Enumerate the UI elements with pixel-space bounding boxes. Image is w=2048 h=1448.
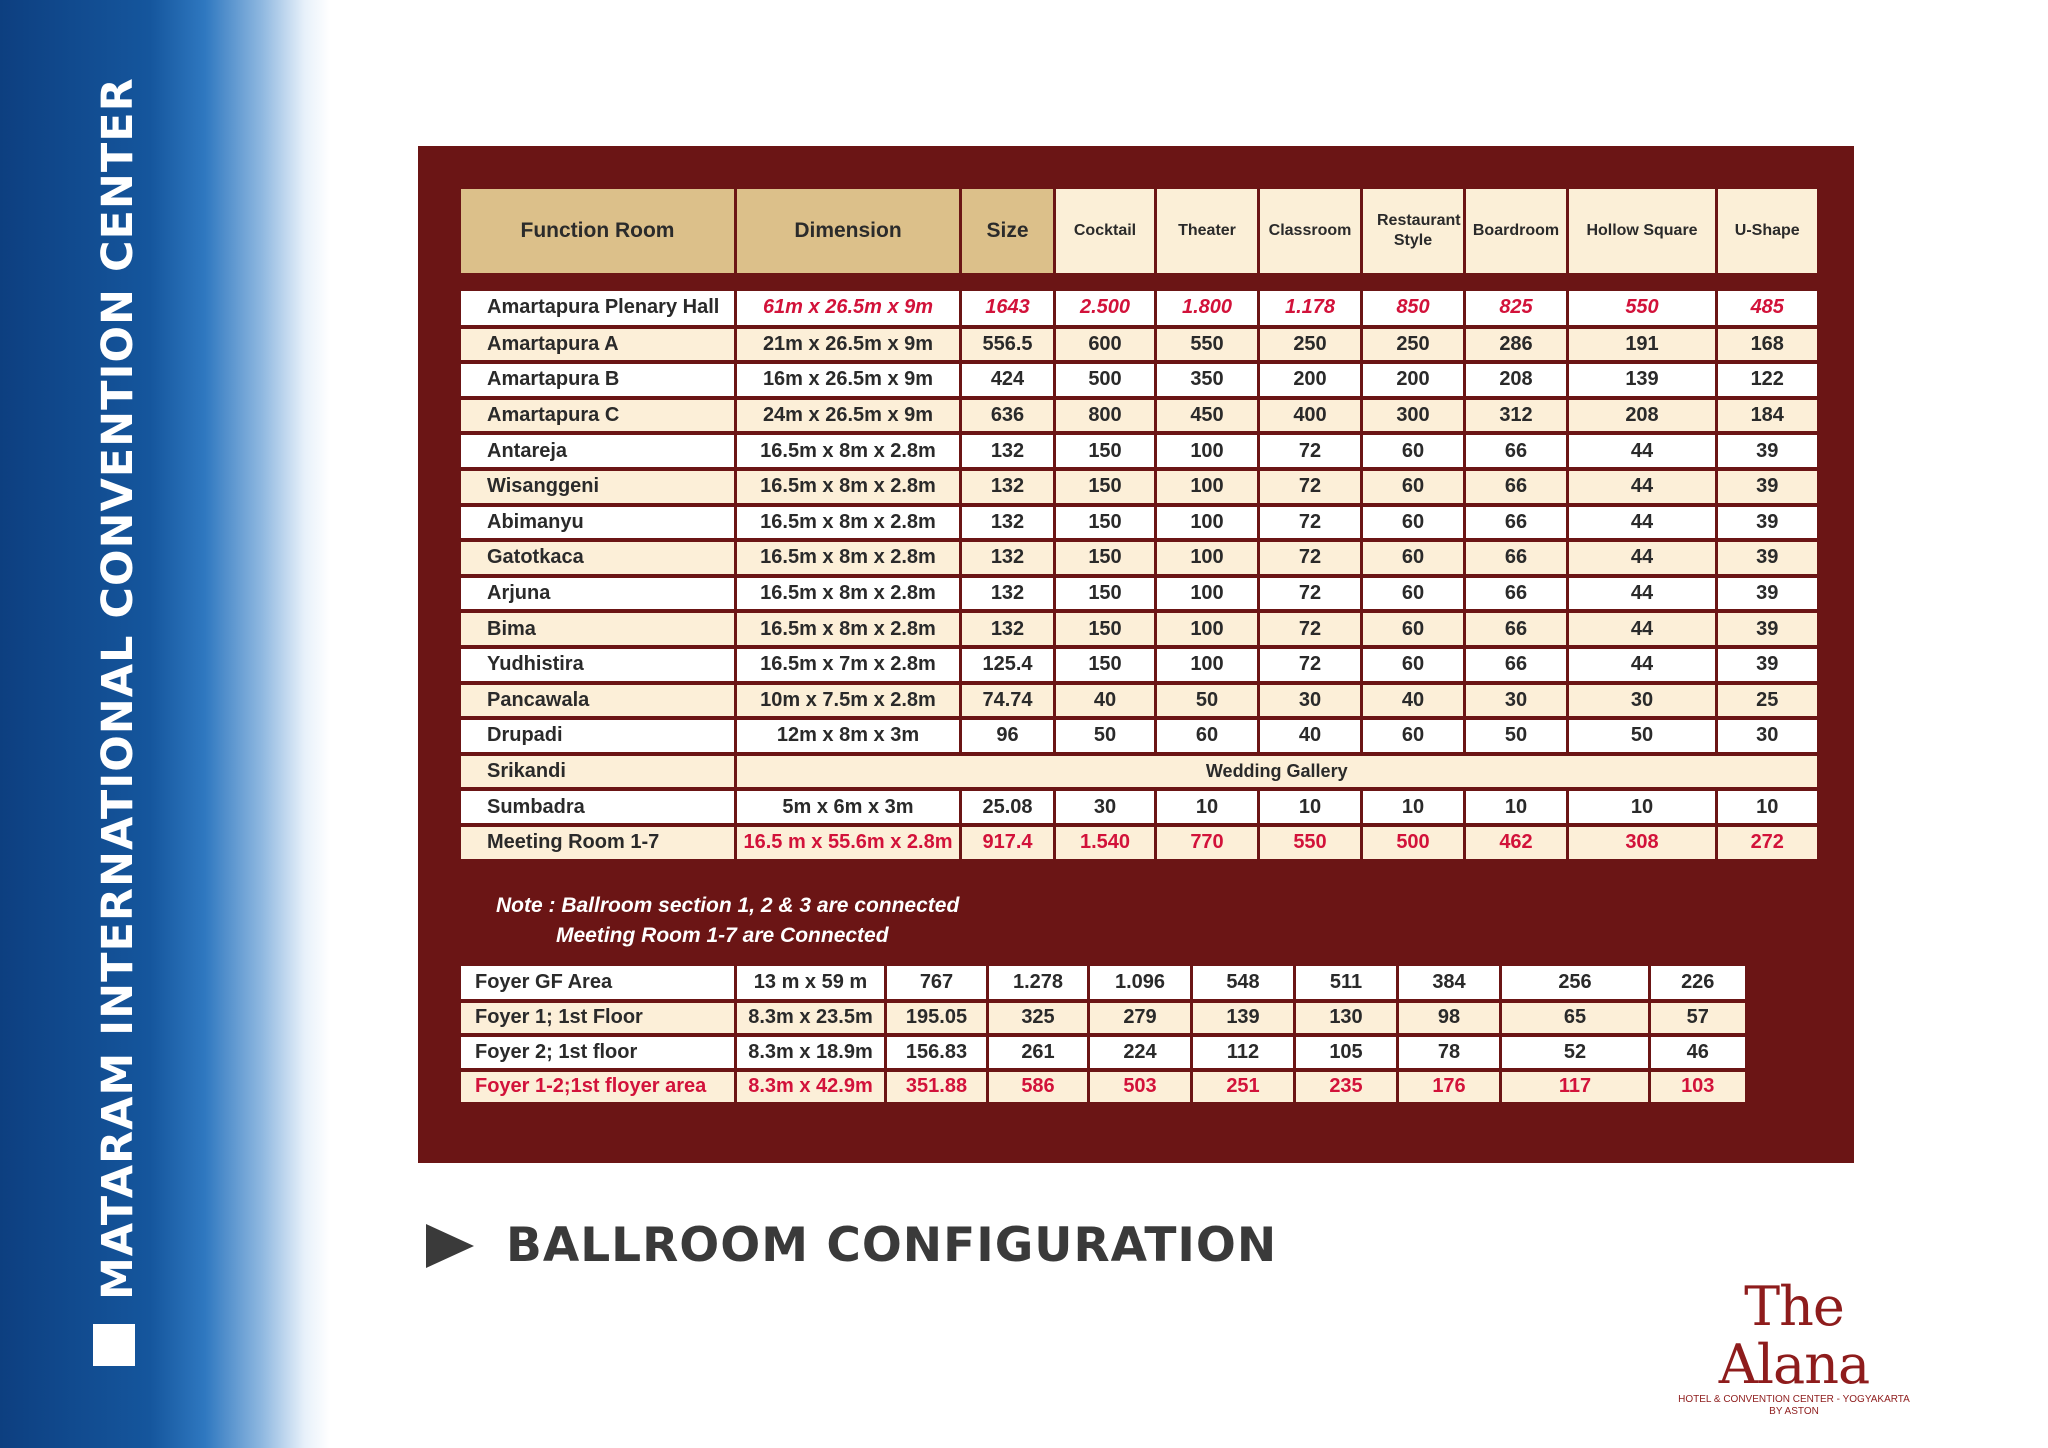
table-cell: 200 [1362, 362, 1465, 398]
logo-subtitle-2: BY ASTON [1769, 1406, 1819, 1417]
room-name-cell: Drupadi [460, 718, 736, 754]
table-cell: 195.05 [886, 1001, 988, 1036]
table-cell: 8.3m x 23.5m [736, 1001, 886, 1036]
header-hollow-square: Hollow Square [1568, 189, 1717, 275]
table-cell: 424 [961, 362, 1055, 398]
table-cell: 132 [961, 611, 1055, 647]
table-cell: 100 [1156, 576, 1259, 612]
table-cell: 130 [1295, 1001, 1398, 1036]
table-cell: 72 [1259, 433, 1362, 469]
table-cell: 8.3m x 42.9m [736, 1070, 886, 1105]
table-cell: 636 [961, 398, 1055, 434]
table-cell: 139 [1568, 362, 1717, 398]
table-cell: 548 [1192, 966, 1295, 1001]
table-cell: 400 [1259, 398, 1362, 434]
table-cell: 256 [1501, 966, 1650, 1001]
wedding-gallery-note: Wedding Gallery [736, 754, 1817, 790]
table-cell: 66 [1465, 505, 1568, 541]
table-cell: 60 [1362, 540, 1465, 576]
table-cell: 72 [1259, 611, 1362, 647]
table-cell: 100 [1156, 611, 1259, 647]
table-cell: 39 [1717, 576, 1817, 612]
room-name-cell: Foyer 1-2;1st floyer area [460, 1070, 736, 1105]
table-cell: 72 [1259, 505, 1362, 541]
table-cell: 1643 [961, 291, 1055, 327]
play-triangle-icon [426, 1224, 474, 1268]
table-row [460, 327, 1817, 363]
table-cell: 10 [1717, 789, 1817, 825]
table-cell: 39 [1717, 433, 1817, 469]
table-cell: 72 [1259, 540, 1362, 576]
section-heading [426, 1218, 1277, 1273]
table-cell: 139 [1192, 1001, 1295, 1036]
table-cell: 825 [1465, 291, 1568, 327]
table-cell: 16.5m x 8m x 2.8m [736, 576, 961, 612]
table-cell: 586 [988, 1070, 1089, 1105]
table-row [460, 1070, 1745, 1105]
table-cell: 10 [1362, 789, 1465, 825]
table-cell: 16.5m x 7m x 2.8m [736, 647, 961, 683]
table-cell: 325 [988, 1001, 1089, 1036]
table-cell: 235 [1295, 1070, 1398, 1105]
table-cell: 224 [1089, 1035, 1192, 1070]
table-cell: 100 [1156, 505, 1259, 541]
table-row [460, 611, 1817, 647]
table-cell: 132 [961, 505, 1055, 541]
table-row [460, 647, 1817, 683]
room-name-cell: Meeting Room 1-7 [460, 825, 736, 861]
table-cell: 132 [961, 433, 1055, 469]
header-size: Size [961, 189, 1055, 275]
room-name-cell: Foyer 1; 1st Floor [460, 1001, 736, 1036]
table-cell: 308 [1568, 825, 1717, 861]
table-cell: 60 [1362, 647, 1465, 683]
table-cell: 150 [1055, 469, 1156, 505]
table-cell: 485 [1717, 291, 1817, 327]
table-cell: 16.5m x 8m x 2.8m [736, 540, 961, 576]
side-band [0, 0, 330, 1448]
table-cell: 44 [1568, 433, 1717, 469]
table-cell: 450 [1156, 398, 1259, 434]
table-cell: 66 [1465, 469, 1568, 505]
hotel-logo [1668, 1275, 1920, 1418]
room-name-cell: Antareja [460, 433, 736, 469]
table-row [460, 398, 1817, 434]
table-cell: 66 [1465, 647, 1568, 683]
table-cell: 30 [1465, 683, 1568, 719]
table-cell: 60 [1362, 505, 1465, 541]
table-cell: 150 [1055, 611, 1156, 647]
table-cell: 12m x 8m x 3m [736, 718, 961, 754]
table-row [460, 362, 1817, 398]
room-name-cell: Amartapura A [460, 327, 736, 363]
table-cell: 39 [1717, 647, 1817, 683]
header-theater: Theater [1156, 189, 1259, 275]
table-cell: 272 [1717, 825, 1817, 861]
table-row [460, 718, 1817, 754]
table-cell: 16.5m x 8m x 2.8m [736, 611, 961, 647]
header-function-room: Function Room [460, 189, 736, 275]
table-cell: 50 [1055, 718, 1156, 754]
table-cell: 767 [886, 966, 988, 1001]
table-cell: 351.88 [886, 1070, 988, 1105]
table-cell: 74.74 [961, 683, 1055, 719]
table-cell: 156.83 [886, 1035, 988, 1070]
room-name-cell: Amartapura C [460, 398, 736, 434]
room-name-cell: Abimanyu [460, 505, 736, 541]
table-cell: 5m x 6m x 3m [736, 789, 961, 825]
table-cell: 550 [1568, 291, 1717, 327]
table-cell: 57 [1650, 1001, 1745, 1036]
table-cell: 112 [1192, 1035, 1295, 1070]
table-cell: 191 [1568, 327, 1717, 363]
table-cell: 550 [1259, 825, 1362, 861]
capacity-table [458, 291, 1817, 863]
table-cell: 25 [1717, 683, 1817, 719]
table-cell: 60 [1156, 718, 1259, 754]
room-name-cell: Foyer 2; 1st floor [460, 1035, 736, 1070]
table-cell: 250 [1259, 327, 1362, 363]
room-name-cell: Srikandi [460, 754, 736, 790]
table-cell: 40 [1259, 718, 1362, 754]
table-cell: 50 [1568, 718, 1717, 754]
table-cell: 46 [1650, 1035, 1745, 1070]
header-restaurant-style: Restaurant Style [1362, 189, 1465, 275]
table-cell: 16.5 m x 55.6m x 2.8m [736, 825, 961, 861]
table-cell: 52 [1501, 1035, 1650, 1070]
table-cell: 850 [1362, 291, 1465, 327]
table-cell: 44 [1568, 576, 1717, 612]
room-name-cell: Amartapura B [460, 362, 736, 398]
table-cell: 44 [1568, 505, 1717, 541]
table-cell: 103 [1650, 1070, 1745, 1105]
table-cell: 312 [1465, 398, 1568, 434]
table-row [460, 683, 1817, 719]
table-cell: 800 [1055, 398, 1156, 434]
table-cell: 1.096 [1089, 966, 1192, 1001]
table-cell: 105 [1295, 1035, 1398, 1070]
table-cell: 117 [1501, 1070, 1650, 1105]
table-cell: 150 [1055, 540, 1156, 576]
capacity-table-body [460, 291, 1817, 861]
header-classroom: Classroom [1259, 189, 1362, 275]
table-cell: 2.500 [1055, 291, 1156, 327]
table-cell: 1.178 [1259, 291, 1362, 327]
table-cell: 10 [1156, 789, 1259, 825]
room-name-cell: Amartapura Plenary Hall [460, 291, 736, 327]
table-cell: 50 [1465, 718, 1568, 754]
table-cell: 261 [988, 1035, 1089, 1070]
header-dimension: Dimension [736, 189, 961, 275]
table-cell: 72 [1259, 469, 1362, 505]
table-cell: 21m x 26.5m x 9m [736, 327, 961, 363]
connection-note [496, 891, 959, 951]
table-cell: 30 [1568, 683, 1717, 719]
table-cell: 168 [1717, 327, 1817, 363]
table-cell: 132 [961, 469, 1055, 505]
table-cell: 39 [1717, 469, 1817, 505]
table-cell: 150 [1055, 505, 1156, 541]
room-name-cell: Arjuna [460, 576, 736, 612]
table-row [460, 291, 1817, 327]
table-cell: 39 [1717, 505, 1817, 541]
table-cell: 208 [1465, 362, 1568, 398]
table-cell: 16.5m x 8m x 2.8m [736, 505, 961, 541]
table-cell: 462 [1465, 825, 1568, 861]
table-cell: 40 [1055, 683, 1156, 719]
table-cell: 13 m x 59 m [736, 966, 886, 1001]
side-square-marker [93, 1324, 135, 1366]
table-cell: 39 [1717, 540, 1817, 576]
table-cell: 300 [1362, 398, 1465, 434]
room-name-cell: Pancawala [460, 683, 736, 719]
table-cell: 10 [1259, 789, 1362, 825]
table-cell: 770 [1156, 825, 1259, 861]
logo-brand: The Alana [1718, 1275, 1870, 1396]
header-boardroom: Boardroom [1465, 189, 1568, 275]
table-cell: 10 [1568, 789, 1717, 825]
table-cell: 100 [1156, 540, 1259, 576]
table-cell: 200 [1259, 362, 1362, 398]
table-row [460, 1035, 1745, 1070]
table-cell: 50 [1156, 683, 1259, 719]
table-cell: 286 [1465, 327, 1568, 363]
note-line-1: Note : Ballroom section 1, 2 & 3 are connected [496, 894, 960, 917]
capacity-header [458, 189, 1817, 277]
table-cell: 66 [1465, 576, 1568, 612]
foyer-table [458, 966, 1745, 1106]
table-cell: 61m x 26.5m x 9m [736, 291, 961, 327]
table-cell: 384 [1398, 966, 1501, 1001]
table-cell: 44 [1568, 469, 1717, 505]
table-cell: 503 [1089, 1070, 1192, 1105]
table-row [460, 433, 1817, 469]
table-row [460, 825, 1817, 861]
table-cell: 600 [1055, 327, 1156, 363]
table-row [460, 966, 1745, 1001]
room-name-cell: Gatotkaca [460, 540, 736, 576]
foyer-table-body [460, 966, 1745, 1104]
table-cell: 66 [1465, 433, 1568, 469]
table-cell: 39 [1717, 611, 1817, 647]
table-row [460, 1001, 1745, 1036]
table-cell: 350 [1156, 362, 1259, 398]
table-cell: 66 [1465, 611, 1568, 647]
table-cell: 250 [1362, 327, 1465, 363]
table-cell: 511 [1295, 966, 1398, 1001]
table-cell: 98 [1398, 1001, 1501, 1036]
table-cell: 279 [1089, 1001, 1192, 1036]
table-cell: 251 [1192, 1070, 1295, 1105]
table-cell: 1.278 [988, 966, 1089, 1001]
table-cell: 556.5 [961, 327, 1055, 363]
table-row [460, 540, 1817, 576]
table-row [460, 469, 1817, 505]
table-cell: 44 [1568, 647, 1717, 683]
table-cell: 550 [1156, 327, 1259, 363]
table-cell: 500 [1055, 362, 1156, 398]
table-cell: 100 [1156, 469, 1259, 505]
table-cell: 30 [1055, 789, 1156, 825]
table-cell: 24m x 26.5m x 9m [736, 398, 961, 434]
logo-subtitle-1: HOTEL & CONVENTION CENTER - YOGYAKARTA [1678, 1394, 1910, 1405]
table-cell: 60 [1362, 611, 1465, 647]
table-cell: 65 [1501, 1001, 1650, 1036]
table-cell: 226 [1650, 966, 1745, 1001]
table-cell: 96 [961, 718, 1055, 754]
table-cell: 100 [1156, 647, 1259, 683]
table-cell: 125.4 [961, 647, 1055, 683]
table-cell: 16.5m x 8m x 2.8m [736, 433, 961, 469]
section-heading-text: BALLROOM CONFIGURATION [506, 1218, 1278, 1273]
room-name-cell: Sumbadra [460, 789, 736, 825]
table-cell: 10m x 7.5m x 2.8m [736, 683, 961, 719]
table-row [460, 505, 1817, 541]
table-cell: 30 [1259, 683, 1362, 719]
side-title: MATARAM INTERNATIONAL CONVENTION CENTER [93, 77, 143, 1300]
table-cell: 16m x 26.5m x 9m [736, 362, 961, 398]
table-cell: 150 [1055, 433, 1156, 469]
table-cell: 66 [1465, 540, 1568, 576]
table-cell: 122 [1717, 362, 1817, 398]
table-cell: 78 [1398, 1035, 1501, 1070]
table-cell: 500 [1362, 825, 1465, 861]
capacity-panel [418, 146, 1854, 1163]
room-name-cell: Yudhistira [460, 647, 736, 683]
table-cell: 208 [1568, 398, 1717, 434]
table-cell: 72 [1259, 647, 1362, 683]
header-u-shape: U-Shape [1717, 189, 1817, 275]
table-row [460, 789, 1817, 825]
table-cell: 25.08 [961, 789, 1055, 825]
table-cell: 16.5m x 8m x 2.8m [736, 469, 961, 505]
table-cell: 60 [1362, 469, 1465, 505]
table-cell: 150 [1055, 576, 1156, 612]
table-cell: 8.3m x 18.9m [736, 1035, 886, 1070]
table-row [460, 576, 1817, 612]
table-cell: 44 [1568, 540, 1717, 576]
table-cell: 10 [1465, 789, 1568, 825]
room-name-cell: Foyer GF Area [460, 966, 736, 1001]
table-cell: 60 [1362, 718, 1465, 754]
room-name-cell: Bima [460, 611, 736, 647]
table-cell: 100 [1156, 433, 1259, 469]
table-row [460, 754, 1817, 790]
note-line-2: Meeting Room 1-7 are Connected [556, 924, 889, 947]
table-cell: 150 [1055, 647, 1156, 683]
table-cell: 132 [961, 540, 1055, 576]
table-cell: 44 [1568, 611, 1717, 647]
table-cell: 184 [1717, 398, 1817, 434]
table-cell: 60 [1362, 433, 1465, 469]
table-cell: 30 [1717, 718, 1817, 754]
table-cell: 72 [1259, 576, 1362, 612]
room-name-cell: Wisanggeni [460, 469, 736, 505]
table-cell: 1.800 [1156, 291, 1259, 327]
table-cell: 60 [1362, 576, 1465, 612]
table-cell: 40 [1362, 683, 1465, 719]
table-cell: 176 [1398, 1070, 1501, 1105]
table-cell: 1.540 [1055, 825, 1156, 861]
table-cell: 917.4 [961, 825, 1055, 861]
header-cocktail: Cocktail [1055, 189, 1156, 275]
table-cell: 132 [961, 576, 1055, 612]
